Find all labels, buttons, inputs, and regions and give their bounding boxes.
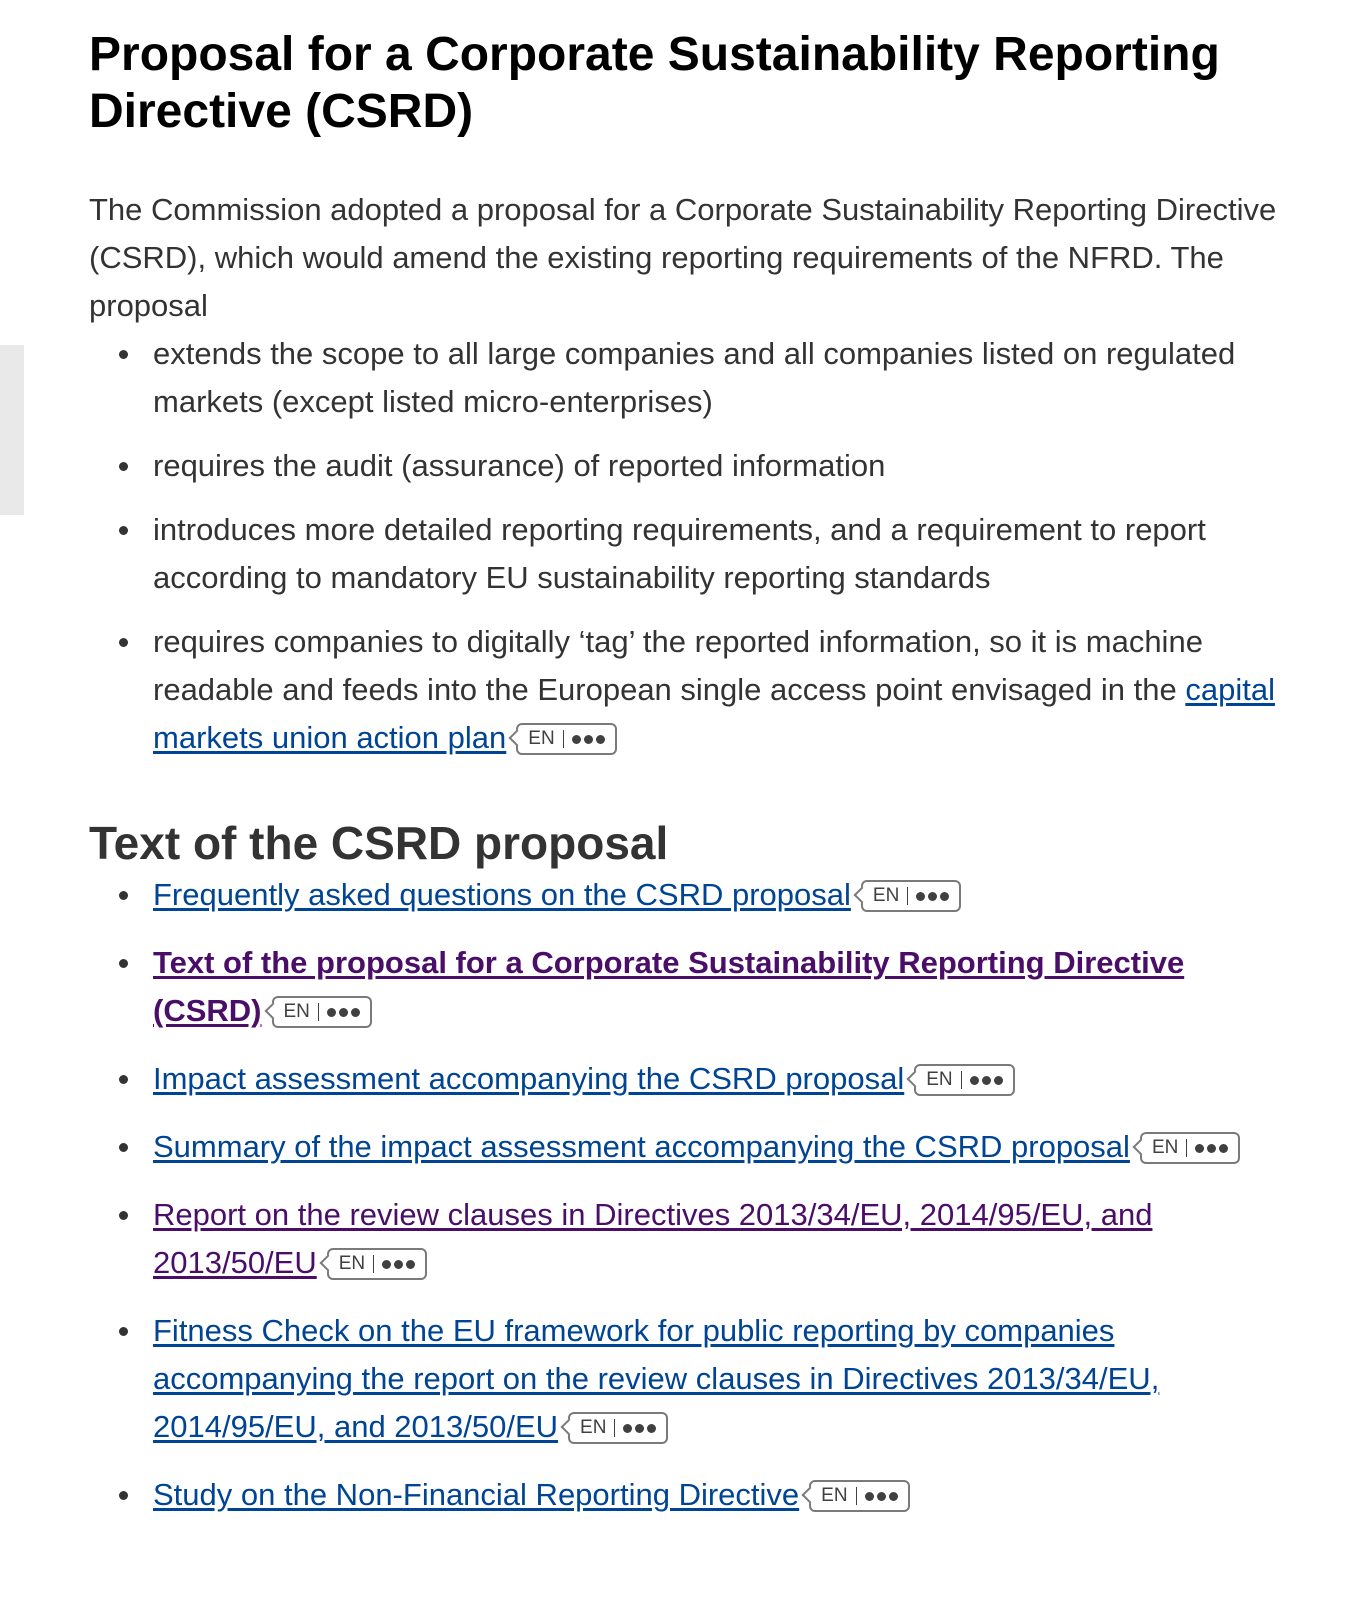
badge-divider <box>907 887 908 905</box>
language-code: EN <box>926 1069 953 1090</box>
language-badge[interactable] <box>327 1248 427 1280</box>
list-item <box>89 618 1289 762</box>
more-dots-icon <box>382 1260 415 1269</box>
language-code: EN <box>528 728 555 749</box>
list-item-text: requires the audit (assurance) of reported information <box>153 448 886 483</box>
language-code: EN <box>283 1001 310 1022</box>
more-dots-icon <box>916 892 949 901</box>
language-badge[interactable] <box>516 723 616 755</box>
document-link[interactable]: Frequently asked questions on the CSRD proposal <box>153 877 851 912</box>
list-item <box>89 330 1289 426</box>
proposal-points-list <box>89 330 1289 762</box>
badge-divider <box>563 730 564 748</box>
document-link[interactable]: Report on the review clauses in Directives 2013/34/EU, 2014/95/EU, and 2013/50/EU <box>153 1197 1153 1280</box>
language-code: EN <box>821 1485 848 1506</box>
badge-divider <box>373 1255 374 1273</box>
list-item-text: requires companies to digitally ‘tag’ the reported information, so it is machine readable and feeds into the European single access point envisaged in the <box>153 624 1203 707</box>
more-dots-icon <box>1195 1144 1228 1153</box>
side-panel-tab[interactable] <box>0 345 24 515</box>
language-badge[interactable] <box>809 1480 909 1512</box>
section-heading: Text of the CSRD proposal <box>89 817 669 869</box>
language-code: EN <box>872 885 900 906</box>
language-badge[interactable] <box>861 880 961 912</box>
document-item <box>89 1471 1289 1519</box>
documents-list <box>89 871 1289 1519</box>
document-item <box>89 1307 1289 1451</box>
capital-markets-union-link[interactable]: capital markets union action plan <box>153 672 1275 755</box>
list-item <box>89 506 1289 602</box>
language-code: EN <box>338 1253 366 1274</box>
document-item <box>89 1191 1289 1287</box>
document-link[interactable]: Text of the proposal for a Corporate Sustainability Reporting Directive (CSRD) <box>153 945 1185 1028</box>
badge-divider <box>1186 1139 1187 1157</box>
more-dots-icon <box>970 1076 1003 1085</box>
badge-divider <box>856 1487 857 1505</box>
language-badge[interactable] <box>914 1064 1014 1096</box>
document-link[interactable]: Fitness Check on the EU framework for public reporting by companies accompanying the report on the review clauses in Directives 2013/34/EU, 2014/95/EU, and 2013/50/EU <box>153 1313 1160 1444</box>
badge-divider <box>318 1003 319 1021</box>
intro-paragraph: The Commission adopted a proposal for a Corporate Sustainability Reporting Directive (CSRD), which would amend the existing reporting requirements of the NFRD. The proposal <box>89 192 1277 323</box>
more-dots-icon <box>865 1492 898 1501</box>
page-title: Proposal for a Corporate Sustainability Reporting Directive (CSRD) <box>89 28 1220 138</box>
more-dots-icon <box>327 1008 360 1017</box>
document-item <box>89 871 1289 919</box>
more-dots-icon <box>572 735 605 744</box>
language-code: EN <box>1151 1137 1179 1158</box>
list-item-text: introduces more detailed reporting requirements, and a requirement to report according to mandatory EU sustainability reporting standards <box>153 512 1206 595</box>
list-item-text: extends the scope to all large companies and all companies listed on regulated markets (except listed micro-enterprises) <box>153 336 1236 419</box>
document-link[interactable]: Summary of the impact assessment accompanying the CSRD proposal <box>153 1129 1130 1164</box>
document-item <box>89 1123 1289 1171</box>
badge-divider <box>614 1419 615 1437</box>
document-item <box>89 939 1289 1035</box>
list-item <box>89 442 1289 490</box>
language-code: EN <box>580 1417 607 1438</box>
language-badge[interactable] <box>272 996 372 1028</box>
document-item <box>89 1055 1289 1103</box>
document-link[interactable]: Impact assessment accompanying the CSRD proposal <box>153 1061 905 1096</box>
more-dots-icon <box>623 1424 656 1433</box>
language-badge[interactable] <box>568 1412 668 1444</box>
main-content <box>89 26 1289 1539</box>
badge-divider <box>961 1071 962 1089</box>
document-link[interactable]: Study on the Non-Financial Reporting Directive <box>153 1477 800 1512</box>
language-badge[interactable] <box>1140 1132 1240 1164</box>
